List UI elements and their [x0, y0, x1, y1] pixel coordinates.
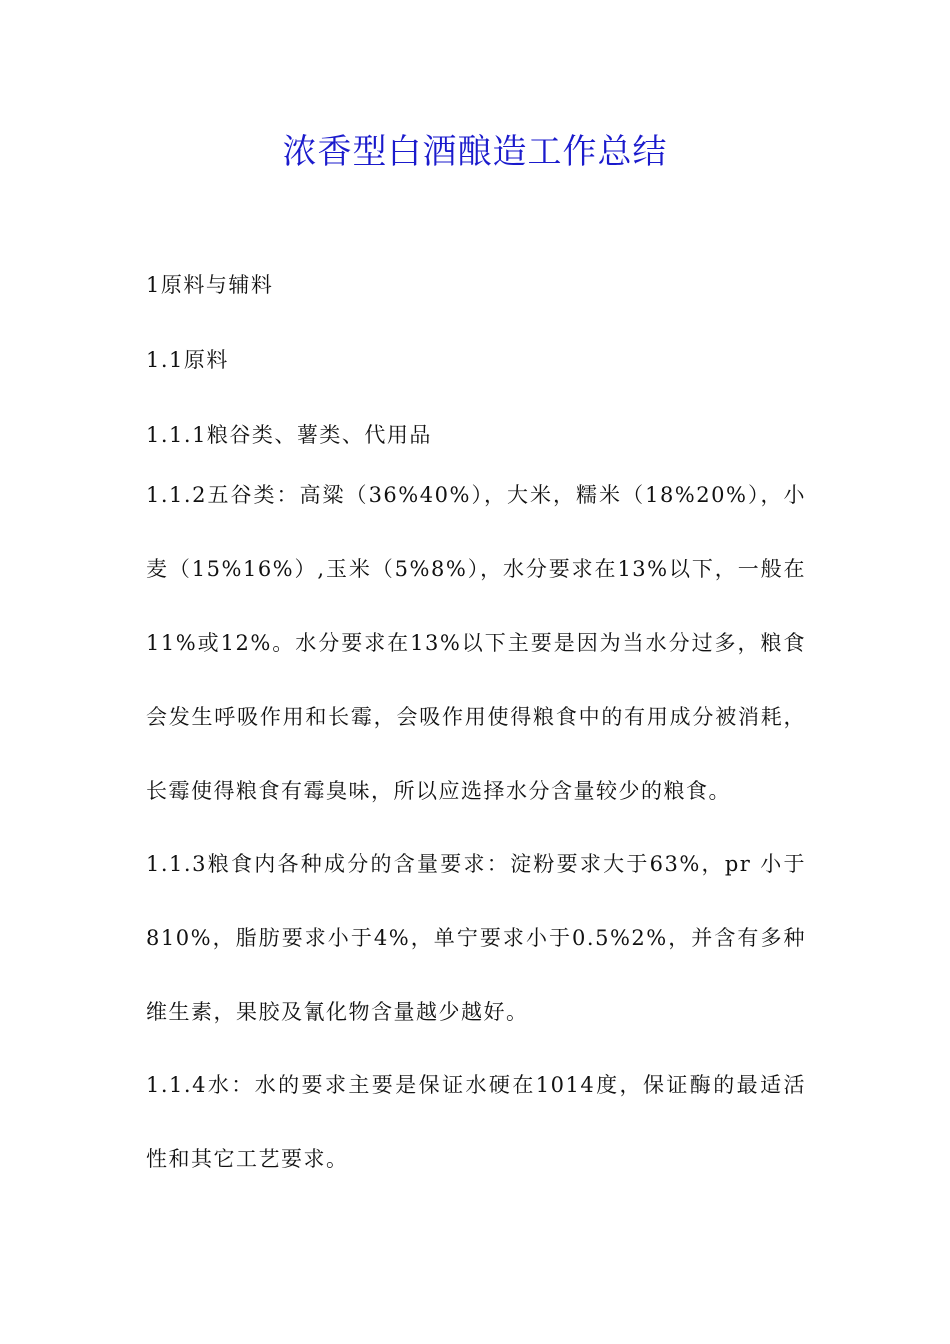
section-heading-1: 1原料与辅料 [146, 273, 274, 297]
section-heading-1-1: 1.1原料 [146, 348, 229, 372]
paragraph-grain-types: 1.1.2五谷类：高粱（36%40%），大米，糯米（18%20%），小麦（15%16%）,玉米（5%8%），水分要求在13%以下，一般在11%或12%。水分要求在13%以下主要是因为当水分过多，粮食会发生呼吸作用和长霉，会吸作用使得粮食中的有用成分被消耗，长霉使得粮食有霉臭味，所以应选择水分含量较少的粮食。 [146, 483, 806, 803]
section-heading-1-1-1: 1.1.1粮谷类、薯类、代用品 [146, 423, 432, 447]
paragraph-water: 1.1.4水：水的要求主要是保证水硬在1014度，保证酶的最适活性和其它工艺要求。 [146, 1073, 806, 1171]
document-title: 浓香型白酒酿造工作总结 [282, 132, 668, 172]
paragraph-composition: 1.1.3粮食内各种成分的含量要求：淀粉要求大于63%，pr 小于810%，脂肪要求小于4%，单宁要求小于0.5%2%，并含有多种维生素，果胶及氰化物含量越少越好。 [146, 852, 806, 1024]
